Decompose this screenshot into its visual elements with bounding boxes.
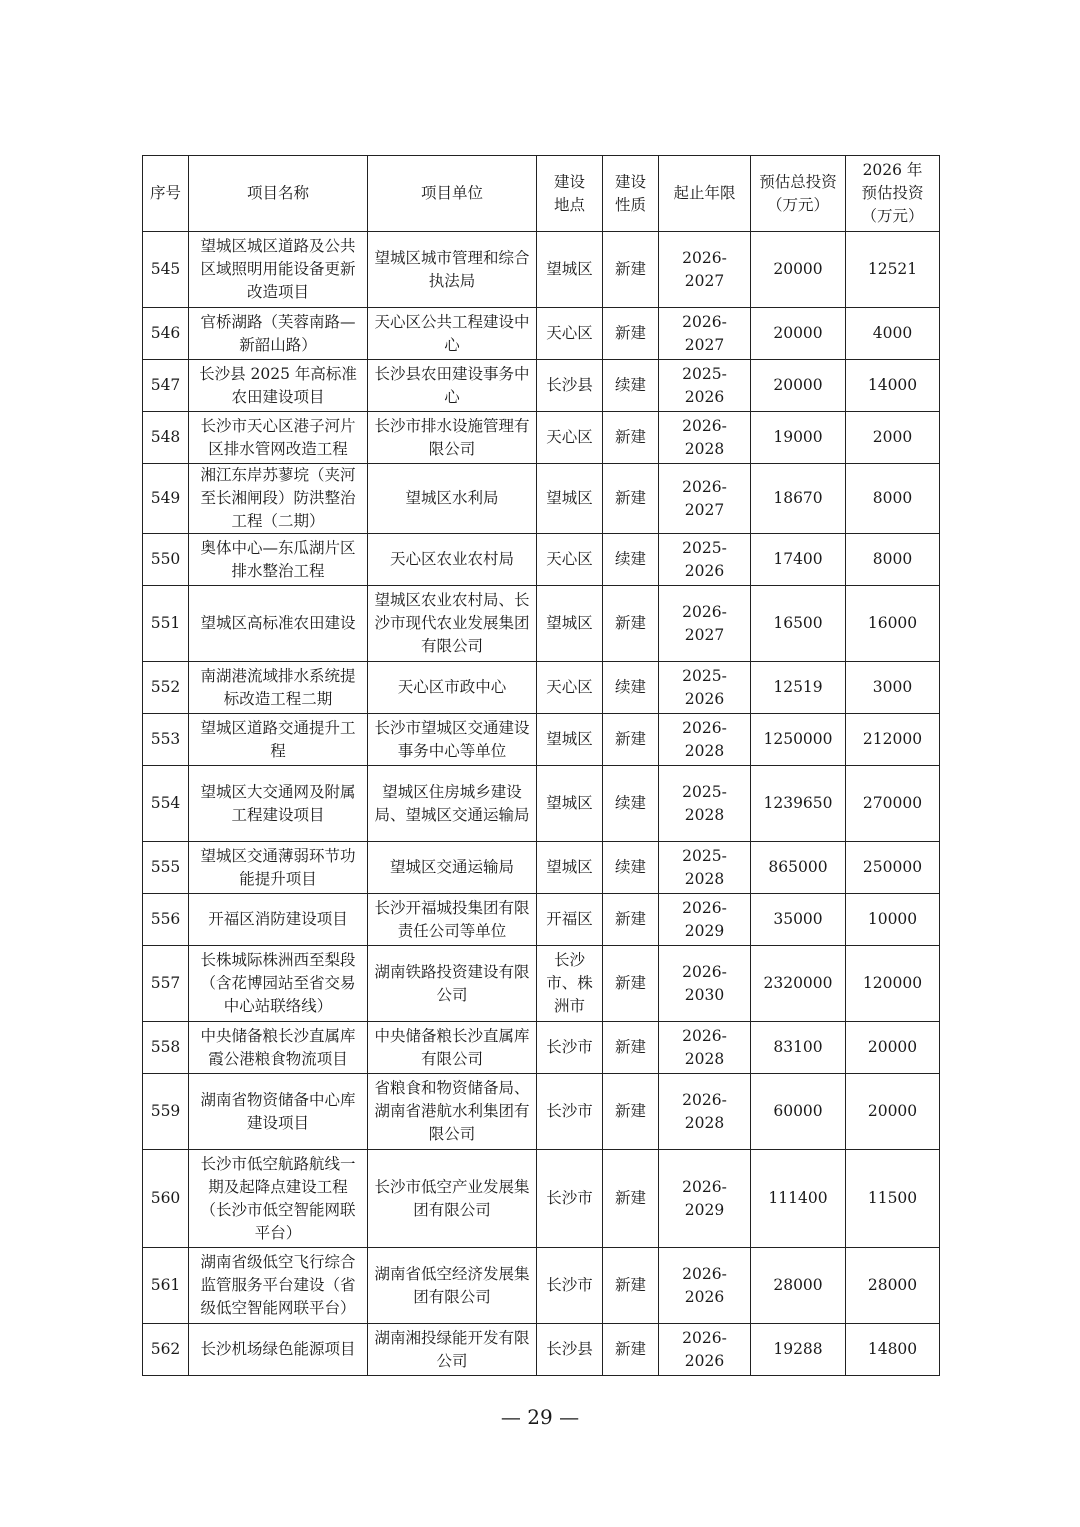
cell-project-name: 湖南省级低空飞行综合监管服务平台建设（省级低空智能网联平台） <box>189 1248 368 1324</box>
cell-project-name: 开福区消防建设项目 <box>189 894 368 946</box>
cell-2026-investment: 2000 <box>846 412 940 464</box>
table-row <box>143 662 940 714</box>
cell-total-investment: 1239650 <box>751 766 846 842</box>
cell-location: 长沙市 <box>537 1150 603 1248</box>
cell-no: 559 <box>143 1074 189 1150</box>
header-total-line: 预估总投资 <box>759 172 837 191</box>
cell-period: 2026-2029 <box>659 1150 751 1248</box>
table-row <box>143 1324 940 1376</box>
table-row <box>143 308 940 360</box>
header-row <box>143 156 940 232</box>
cell-location: 望城区 <box>537 766 603 842</box>
cell-2026-investment: 11500 <box>846 1150 940 1248</box>
cell-total-investment: 18670 <box>751 464 846 534</box>
table-row <box>143 586 940 662</box>
cell-project-unit: 省粮食和物资储备局、湖南省港航水利集团有限公司 <box>368 1074 537 1150</box>
cell-location: 望城区 <box>537 586 603 662</box>
cell-project-name: 南湖港流域排水系统提标改造工程二期 <box>189 662 368 714</box>
cell-period: 2026-2028 <box>659 412 751 464</box>
cell-location: 天心区 <box>537 308 603 360</box>
cell-nature: 续建 <box>603 766 659 842</box>
cell-nature: 新建 <box>603 464 659 534</box>
cell-project-unit: 天心区公共工程建设中心 <box>368 308 537 360</box>
cell-project-name: 湘江东岸苏蓼垸（夹河至长湘闸段）防洪整治工程（二期） <box>189 464 368 534</box>
cell-project-unit: 长沙开福城投集团有限责任公司等单位 <box>368 894 537 946</box>
cell-project-unit: 长沙县农田建设事务中心 <box>368 360 537 412</box>
cell-project-name: 长沙市天心区港子河片区排水管网改造工程 <box>189 412 368 464</box>
cell-project-unit: 湖南铁路投资建设有限公司 <box>368 946 537 1022</box>
cell-location: 长沙市 <box>537 1022 603 1074</box>
header-2026-line: 2026 年 <box>862 161 923 179</box>
cell-no: 558 <box>143 1022 189 1074</box>
cell-total-investment: 1250000 <box>751 714 846 766</box>
header-nature-line: 性质 <box>614 195 646 214</box>
cell-total-investment: 19000 <box>751 412 846 464</box>
cell-nature: 新建 <box>603 586 659 662</box>
cell-no: 551 <box>143 586 189 662</box>
cell-2026-investment: 12521 <box>846 232 940 308</box>
cell-total-investment: 865000 <box>751 842 846 894</box>
cell-period: 2025-2026 <box>659 662 751 714</box>
table-body <box>143 232 940 1376</box>
cell-2026-investment: 14800 <box>846 1324 940 1376</box>
cell-no: 560 <box>143 1150 189 1248</box>
cell-no: 548 <box>143 412 189 464</box>
cell-2026-investment: 250000 <box>846 842 940 894</box>
cell-project-name: 望城区高标准农田建设 <box>189 586 368 662</box>
table-row <box>143 842 940 894</box>
table-row <box>143 946 940 1022</box>
cell-total-investment: 17400 <box>751 534 846 586</box>
table-row <box>143 412 940 464</box>
cell-total-investment: 16500 <box>751 586 846 662</box>
header-2026-line: 预估投资 <box>861 184 924 202</box>
cell-period: 2026-2028 <box>659 1074 751 1150</box>
cell-project-unit: 长沙市低空产业发展集团有限公司 <box>368 1150 537 1248</box>
cell-project-unit: 湖南省低空经济发展集团有限公司 <box>368 1248 537 1324</box>
cell-location: 望城区 <box>537 842 603 894</box>
cell-no: 556 <box>143 894 189 946</box>
cell-total-investment: 111400 <box>751 1150 846 1248</box>
table-row <box>143 1150 940 1248</box>
cell-total-investment: 60000 <box>751 1074 846 1150</box>
cell-project-name: 长沙机场绿色能源项目 <box>189 1324 368 1376</box>
header-nature-line: 建设 <box>614 172 646 191</box>
cell-no: 553 <box>143 714 189 766</box>
cell-location: 长沙县 <box>537 360 603 412</box>
cell-period: 2025-2026 <box>659 534 751 586</box>
cell-2026-investment: 8000 <box>846 464 940 534</box>
cell-nature: 续建 <box>603 534 659 586</box>
cell-project-name: 望城区城区道路及公共区域照明用能设备更新改造项目 <box>189 232 368 308</box>
table-row <box>143 1022 940 1074</box>
cell-2026-investment: 14000 <box>846 360 940 412</box>
cell-2026-investment: 28000 <box>846 1248 940 1324</box>
cell-location: 长沙市 <box>537 1074 603 1150</box>
cell-project-unit: 天心区市政中心 <box>368 662 537 714</box>
table-row <box>143 360 940 412</box>
cell-period: 2026-2027 <box>659 232 751 308</box>
header-2026-line: （万元） <box>861 207 924 225</box>
cell-no: 557 <box>143 946 189 1022</box>
project-table <box>142 155 940 1376</box>
cell-project-name: 官桥湖路（芙蓉南路—新韶山路） <box>189 308 368 360</box>
cell-period: 2026-2028 <box>659 1022 751 1074</box>
header-unit <box>368 156 537 232</box>
cell-project-name: 长沙县 2025 年高标准农田建设项目 <box>189 360 368 412</box>
cell-project-unit: 望城区城市管理和综合执法局 <box>368 232 537 308</box>
cell-no: 561 <box>143 1248 189 1324</box>
cell-no: 555 <box>143 842 189 894</box>
table-row <box>143 1074 940 1150</box>
cell-total-investment: 20000 <box>751 232 846 308</box>
cell-nature: 新建 <box>603 1248 659 1324</box>
cell-no: 562 <box>143 1324 189 1376</box>
cell-period: 2025-2028 <box>659 842 751 894</box>
cell-nature: 新建 <box>603 1150 659 1248</box>
cell-period: 2026-2026 <box>659 1324 751 1376</box>
table-row <box>143 1248 940 1324</box>
cell-nature: 新建 <box>603 1324 659 1376</box>
cell-project-unit: 长沙市望城区交通建设事务中心等单位 <box>368 714 537 766</box>
cell-nature: 新建 <box>603 412 659 464</box>
cell-project-name: 望城区道路交通提升工程 <box>189 714 368 766</box>
cell-project-unit: 中央储备粮长沙直属库有限公司 <box>368 1022 537 1074</box>
cell-project-unit: 望城区农业农村局、长沙市现代农业发展集团有限公司 <box>368 586 537 662</box>
cell-2026-investment: 212000 <box>846 714 940 766</box>
header-location <box>537 156 603 232</box>
cell-nature: 续建 <box>603 842 659 894</box>
cell-nature: 新建 <box>603 894 659 946</box>
cell-no: 554 <box>143 766 189 842</box>
cell-2026-investment: 8000 <box>846 534 940 586</box>
cell-total-investment: 12519 <box>751 662 846 714</box>
table-row <box>143 766 940 842</box>
cell-total-investment: 20000 <box>751 360 846 412</box>
cell-2026-investment: 20000 <box>846 1022 940 1074</box>
header-name-line: 项目名称 <box>246 184 309 202</box>
cell-2026-investment: 10000 <box>846 894 940 946</box>
cell-no: 547 <box>143 360 189 412</box>
cell-no: 550 <box>143 534 189 586</box>
header-total-line: （万元） <box>766 195 829 214</box>
cell-project-unit: 望城区水利局 <box>368 464 537 534</box>
cell-project-unit: 天心区农业农村局 <box>368 534 537 586</box>
cell-period: 2025-2026 <box>659 360 751 412</box>
cell-nature: 续建 <box>603 360 659 412</box>
cell-no: 546 <box>143 308 189 360</box>
cell-2026-investment: 20000 <box>846 1074 940 1150</box>
cell-location: 长沙市 <box>537 1248 603 1324</box>
cell-2026-investment: 3000 <box>846 662 940 714</box>
cell-no: 545 <box>143 232 189 308</box>
cell-total-investment: 83100 <box>751 1022 846 1074</box>
cell-period: 2026-2027 <box>659 464 751 534</box>
header-no <box>143 156 189 232</box>
table-row <box>143 534 940 586</box>
header-location-line: 建设 <box>553 172 585 191</box>
cell-nature: 新建 <box>603 1074 659 1150</box>
cell-2026-investment: 4000 <box>846 308 940 360</box>
cell-project-name: 望城区交通薄弱环节功能提升项目 <box>189 842 368 894</box>
cell-2026-investment: 16000 <box>846 586 940 662</box>
cell-total-investment: 19288 <box>751 1324 846 1376</box>
table-header <box>143 156 940 232</box>
cell-project-name: 长沙市低空航路航线一期及起降点建设工程（长沙市低空智能网联平台） <box>189 1150 368 1248</box>
header-name <box>189 156 368 232</box>
header-total <box>751 156 846 232</box>
cell-location: 长沙县 <box>537 1324 603 1376</box>
cell-nature: 新建 <box>603 308 659 360</box>
cell-period: 2026-2028 <box>659 714 751 766</box>
cell-location: 天心区 <box>537 412 603 464</box>
table-row <box>143 714 940 766</box>
cell-project-unit: 长沙市排水设施管理有限公司 <box>368 412 537 464</box>
cell-period: 2025-2028 <box>659 766 751 842</box>
cell-total-investment: 35000 <box>751 894 846 946</box>
cell-project-unit: 望城区交通运输局 <box>368 842 537 894</box>
page-number: — 29 — <box>500 1405 580 1429</box>
cell-project-name: 中央储备粮长沙直属库霞公港粮食物流项目 <box>189 1022 368 1074</box>
cell-location: 望城区 <box>537 464 603 534</box>
table-row <box>143 232 940 308</box>
cell-period: 2026-2027 <box>659 308 751 360</box>
cell-location: 开福区 <box>537 894 603 946</box>
cell-project-unit: 望城区住房城乡建设局、望城区交通运输局 <box>368 766 537 842</box>
header-period <box>659 156 751 232</box>
header-unit-line: 项目单位 <box>420 184 483 202</box>
cell-no: 552 <box>143 662 189 714</box>
cell-project-name: 湖南省物资储备中心库建设项目 <box>189 1074 368 1150</box>
cell-nature: 新建 <box>603 714 659 766</box>
header-nature <box>603 156 659 232</box>
cell-project-name: 长株城际株洲西至梨段（含花博园站至省交易中心站联络线） <box>189 946 368 1022</box>
cell-project-name: 奥体中心—东瓜湖片区排水整治工程 <box>189 534 368 586</box>
header-location-line: 地点 <box>553 195 585 214</box>
table-row <box>143 894 940 946</box>
cell-nature: 新建 <box>603 1022 659 1074</box>
cell-period: 2026-2030 <box>659 946 751 1022</box>
cell-location: 望城区 <box>537 232 603 308</box>
cell-location: 天心区 <box>537 662 603 714</box>
header-no-line: 序号 <box>149 184 181 202</box>
cell-2026-investment: 120000 <box>846 946 940 1022</box>
cell-nature: 新建 <box>603 232 659 308</box>
cell-period: 2026-2026 <box>659 1248 751 1324</box>
cell-2026-investment: 270000 <box>846 766 940 842</box>
cell-nature: 续建 <box>603 662 659 714</box>
cell-location: 长沙市、株洲市 <box>537 946 603 1022</box>
table-row <box>143 464 940 534</box>
cell-total-investment: 20000 <box>751 308 846 360</box>
cell-nature: 新建 <box>603 946 659 1022</box>
cell-no: 549 <box>143 464 189 534</box>
cell-total-investment: 2320000 <box>751 946 846 1022</box>
cell-location: 望城区 <box>537 714 603 766</box>
cell-period: 2026-2029 <box>659 894 751 946</box>
header-2026 <box>846 156 940 232</box>
cell-total-investment: 28000 <box>751 1248 846 1324</box>
cell-location: 天心区 <box>537 534 603 586</box>
cell-project-name: 望城区大交通网及附属工程建设项目 <box>189 766 368 842</box>
cell-period: 2026-2027 <box>659 586 751 662</box>
cell-project-unit: 湖南湘投绿能开发有限公司 <box>368 1324 537 1376</box>
header-period-line: 起止年限 <box>673 184 736 202</box>
